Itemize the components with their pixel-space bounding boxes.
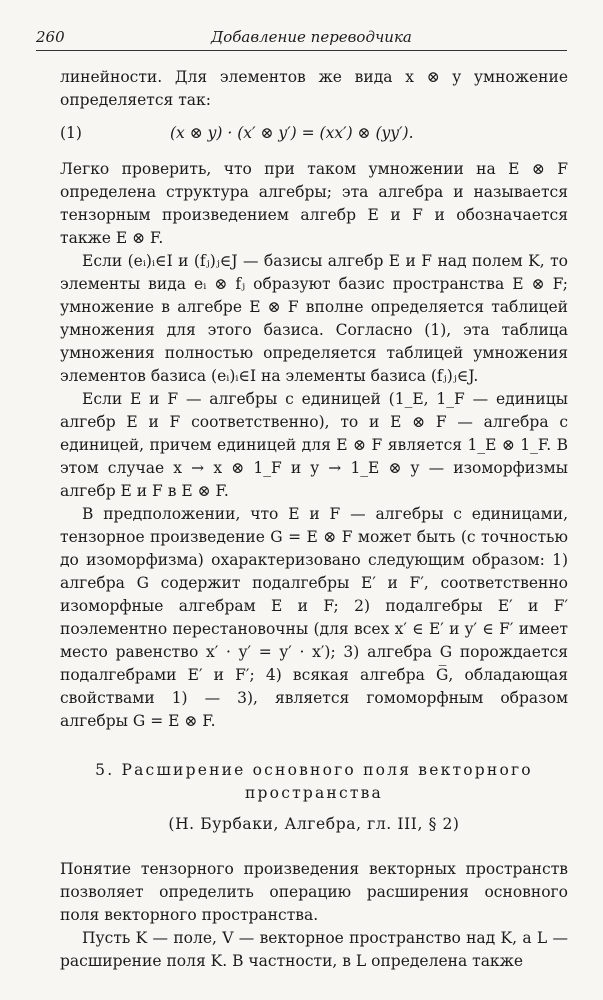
paragraph-3: Если (eᵢ)ᵢ∈I и (fⱼ)ⱼ∈J — базисы алгебр E и F над полем K, то элементы вида eᵢ ⊗ fⱼ образуют базис пространства E ⊗ F; умножение в алгебре E ⊗ F вполне определяется таблицей умножения для этого базиса. Согласно (1), эта таблица умножения полностью определяется таблицей умножения элементов базиса (eᵢ)ᵢ∈I на элементы базиса (fⱼ)ⱼ∈J. — [60, 252, 568, 385]
section-title-line-1: 5. Расширение основного поля векторного — [95, 761, 533, 779]
page-body — [60, 66, 568, 973]
paragraph-1: линейности. Для элементов же вида x ⊗ y умножение определяется так: — [60, 68, 568, 109]
paragraph-5: В предположении, что E и F — алгебры с единицами, тензорное произведение G = E ⊗ F может быть (с точностью до изоморфизма) охарактеризовано следующим образом: 1) алгебра G содержит подалгебры E′ и F′, соответственно изоморфные алгебрам E и F; 2) подалгебры E′ и F′ поэлементно перестановочны (для всех x′ ∈ E′ и y′ ∈ F′ имеет место равенство x′ · y′ = y′ · x′); 3) алгебра G порождается подалгебрами E′ и F′; 4) всякая алгебра G̅, обладающая свойствами 1) — 3), является гомоморфным образом алгебры G = E ⊗ F. — [60, 505, 568, 730]
spacer — [60, 836, 568, 858]
formula-label: (1) — [60, 124, 82, 142]
paragraph-6: Понятие тензорного произведения векторных пространств позволяет определить операцию расширения основного поля векторного пространства. — [60, 860, 568, 924]
formula-1 — [60, 116, 568, 150]
page-number: 260 — [36, 28, 65, 46]
running-header — [36, 26, 567, 51]
section-reference: (Н. Бурбаки, Алгебра, гл. III, § 2) — [168, 815, 460, 833]
formula-expression: (x ⊗ y) · (x′ ⊗ y′) = (xx′) ⊗ (yy′). — [170, 124, 414, 142]
section-title-line-2: пространства — [245, 784, 383, 802]
paragraph-7: Пусть K — поле, V — векторное пространство над K, а L — расширение поля K. В частности, в L определена также — [60, 929, 568, 970]
section-title — [60, 759, 568, 805]
running-title: Добавление переводчика — [211, 28, 412, 46]
paragraph-2: Легко проверить, что при таком умножении на E ⊗ F определена структура алгебры; эта алгебра и называется тензорным произведением алгебр E и F и обозначается также E ⊗ F. — [60, 160, 568, 247]
paragraph-4: Если E и F — алгебры с единицей (1_E, 1_F — единицы алгебр E и F соответственно), то и E ⊗ F — алгебра с единицей, причем единицей для E ⊗ F является 1_E ⊗ 1_F. В этом случае x → x ⊗ 1_F и y → 1_E ⊗ y — изоморфизмы алгебр E и F в E ⊗ F. — [60, 390, 568, 500]
